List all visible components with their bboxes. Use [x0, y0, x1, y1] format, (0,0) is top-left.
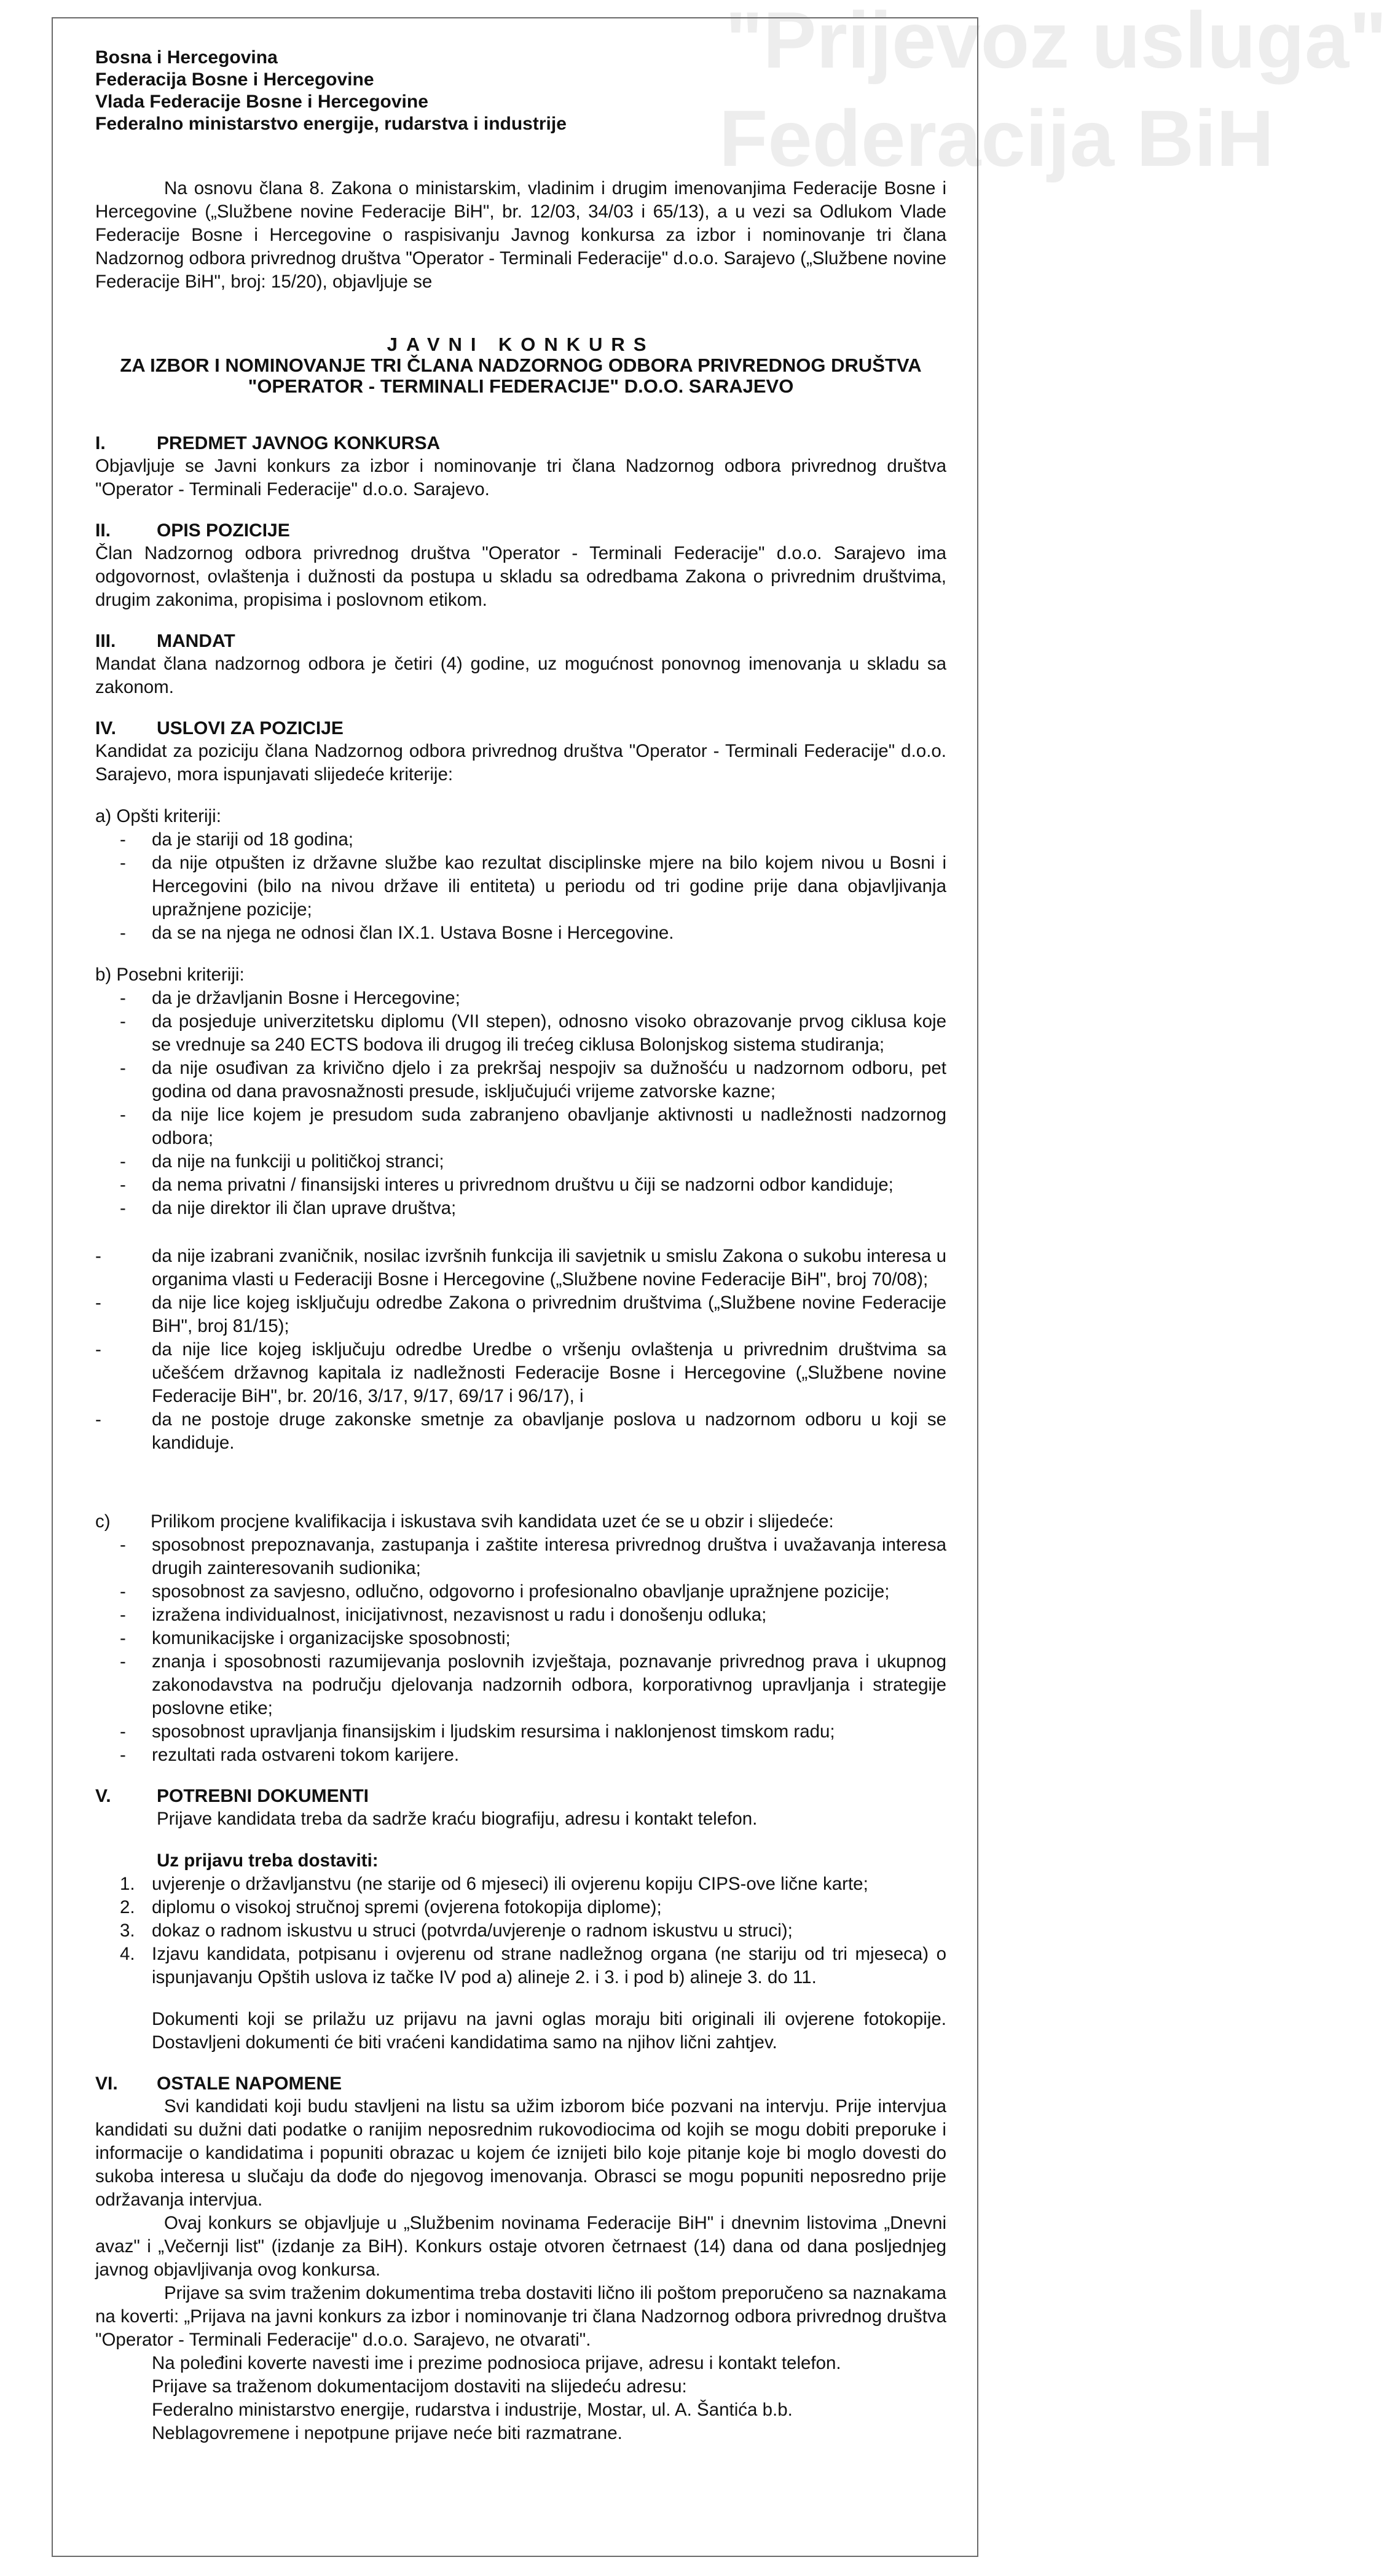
list-item: - da nema privatni / finansijski interes u privrednom društvu u čiji se nadzorni odbor kandiduje; [95, 1173, 946, 1197]
issuer-header [95, 47, 946, 135]
section-6-heading [95, 2073, 946, 2095]
section-1-title: PREDMET JAVNOG KONKURSA [157, 433, 441, 453]
list-item-text: dokaz o radnom iskustvu u struci (potvrda/uvjerenje o radnom iskustvu u struci); [152, 1920, 793, 1941]
special-criteria-label: b) Posebni kriteriji: [95, 965, 245, 985]
header-line-4: Federalno ministarstvo energije, rudarstva i industrije [95, 114, 567, 134]
general-criteria-label: a) Opšti kriteriji: [95, 806, 221, 826]
header-line-3: Vlada Federacije Bosne i Hercegovine [95, 92, 428, 112]
title-line-2: ZA IZBOR I NOMINOVANJE TRI ČLANA NADZORNOG ODBORA PRIVREDNOG DRUŠTVA [120, 354, 922, 376]
list-item-number: 4. [120, 1944, 135, 1964]
list-item-number: 3. [120, 1920, 135, 1941]
section-4 [95, 718, 946, 1767]
notice-title [95, 334, 946, 397]
list-item: - da nije izabrani zvaničnik, nosilac izvršnih funkcija ili savjetnik u smislu Zakona o sukobu interesa u organima vlasti u Federaciji Bosne i Hercegovine („Službene novine Federacije BiH", broj 70/08); [95, 1245, 946, 1291]
section-5-text: Prijave kandidata treba da sadrže kraću biografiju, adresu i kontakt telefon. [157, 1809, 758, 1829]
list-item [95, 1873, 946, 1896]
list-item-text: uvjerenje o državljanstvu (ne starije od 6 mjeseci) ili ovjerenu kopiju CIPS-ove lične karte; [152, 1874, 868, 1894]
section-3-number: III. [95, 631, 116, 651]
intro-paragraph: Na osnovu člana 8. Zakona o ministarskim, vladinim i drugim imenovanjima Federacije Bosne i Hercegovine („Službene novine Federacije BiH", br. 12/03, 34/03 i 65/13), a u vezi sa Odlukom Vlade Federacije Bosne i Hercegovine o raspisivanju Javnog konkursa za izbor i nominovanje tri člana Nadzornog odbora privrednog društva "Operator - Terminali Federacije" d.o.o. Sarajevo („Službene novine Federacije BiH", broj: 15/20), objavljuje se [95, 178, 946, 292]
list-item: - da je stariji od 18 godina; [95, 828, 946, 851]
list-item: - da nije lice kojeg isključuju odredbe Uredbe o vršenju ovlaštenja u privrednim društvima sa učešćem državnog kapitala iz nadležnosti Federacije Bosne i Hercegovine („Službene novine Federacije BiH", br. 20/16, 3/17, 9/17, 69/17 i 96/17), i [95, 1338, 946, 1408]
special-criteria-list [95, 987, 946, 1220]
notes-paragraph-3: Prijave sa svim traženim dokumentima treba dostaviti lično ili poštom preporučeno sa naznakama na koverti: „Prijava na javni konkurs za izbor i nominovanje tri člana Nadzornog odbora privrednog društva "Operator - Terminali Federacije" d.o.o. Sarajevo, ne otvarati". [95, 2283, 946, 2350]
evaluation-criteria-text: Prilikom procjene kvalifikacija i iskustava svih kandidata uzet će se u obzir i slijedeće: [151, 1511, 834, 1532]
header-line-1: Bosna i Hercegovina [95, 47, 278, 68]
section-5 [95, 1785, 946, 2054]
list-item-text: diplomu o visokoj stručnoj spremi (ovjerena fotokopija diplome); [152, 1897, 662, 1917]
section-4-title: USLOVI ZA POZICIJE [157, 718, 344, 738]
section-2 [95, 520, 946, 612]
list-item: - komunikacijske i organizacijske sposobnosti; [95, 1627, 946, 1650]
list-item-number: 1. [120, 1874, 135, 1894]
list-item: - da posjeduje univerzitetsku diplomu (VII stepen), odnosno visoko obrazovanje prvog ciklusa koje se vrednuje sa 240 ECTS bodova ili drugog ili trećeg ciklusa Bolonjskog sistema studiranja; [95, 1010, 946, 1057]
section-1-number: I. [95, 433, 106, 453]
list-item-text: Izjavu kandidata, potpisanu i ovjerenu od strane nadležnog organa (ne stariju od tri mjeseca) o ispunjavanju Opštih uslova iz tačke IV pod a) alineje 2. i 3. i pod b) alineje 3. do 11. [152, 1944, 946, 1987]
list-item: - sposobnost upravljanja finansijskim i ljudskim resursima i naklonjenost timskom radu; [95, 1720, 946, 1744]
list-item: - sposobnost za savjesno, odlučno, odgovorno i profesionalno obavljanje upražnjene pozicije; [95, 1580, 946, 1603]
evaluation-criteria-list [95, 1533, 946, 1767]
section-5-number: V. [95, 1786, 111, 1806]
bleed-through-text-2: Federacija BiH [719, 93, 1275, 183]
section-2-text: Član Nadzornog odbora privrednog društva "Operator - Terminali Federacije" d.o.o. Sarajevo ima odgovornost, ovlaštenja i dužnosti da postupa u skladu sa odredbama Zakona o privrednim društvima, drugim zakonima, propisima i poslovnom etikom. [95, 543, 946, 610]
general-criteria-list [95, 828, 946, 945]
section-6-number: VI. [95, 2073, 118, 2094]
list-item: - sposobnost prepoznavanja, zastupanja i zaštite interesa privrednog društva i uvažavanja interesa drugih zainteresovanih sudionika; [95, 1533, 946, 1580]
section-1-heading [95, 433, 946, 455]
section-6-title: OSTALE NAPOMENE [157, 2073, 342, 2094]
list-item: - da ne postoje druge zakonske smetnje za obavljanje poslova u nadzornom odboru u koji se kandiduje. [95, 1408, 946, 1455]
list-item: - rezultati rada ostvareni tokom karijere. [95, 1744, 946, 1767]
evaluation-criteria-label: c) [95, 1511, 111, 1532]
section-3-title: MANDAT [157, 631, 235, 651]
list-item: - da nije lice kojeg isključuju odredbe Zakona o privrednim društvima („Službene novine Federacije BiH", broj 81/15); [95, 1291, 946, 1338]
notes-paragraph-1: Svi kandidati koji budu stavljeni na listu sa užim izborom biće pozvani na intervju. Prije intervjua kandidati su dužni dati podatke o ranijim neposrednim rukovodiocima od kojih se mogu dobiti preporuke i informacije o kandidatima i popuniti obrazac u kojem će iznijeti bilo koje pitanje koje bi moglo dovesti do sukoba interesa u slučaju da dođe do njegovog imenovanja. Obrasci se mogu popuniti neposredno prije održavanja intervjua. [95, 2096, 946, 2210]
notes-paragraph-2: Ovaj konkurs se objavljuje u „Službenim novinama Federacije BiH" i dnevnim listovima „Dnevni avaz" i „Večernji list" (izdanje za BiH). Konkurs ostaje otvoren četrnaest (14) dana od dana posljednjeg javnog objavljivanja ovog konkursa. [95, 2213, 946, 2280]
section-2-title: OPIS POZICIJE [157, 520, 290, 541]
list-item: - da nije direktor ili član uprave društva; [95, 1197, 946, 1220]
header-line-2: Federacija Bosne i Hercegovine [95, 69, 374, 90]
notes-paragraph-7: Neblagovremene i nepotpune prijave neće biti razmatrane. [152, 2423, 623, 2443]
section-4-heading [95, 718, 946, 740]
list-item: - da je državljanin Bosne i Hercegovine; [95, 987, 946, 1010]
section-5-title: POTREBNI DOKUMENTI [157, 1786, 369, 1806]
section-5-heading [95, 1785, 946, 1807]
section-1 [95, 433, 946, 501]
list-item-number: 2. [120, 1897, 135, 1917]
section-4-text: Kandidat za poziciju člana Nadzornog odbora privrednog društva "Operator - Terminali Federacije" d.o.o. Sarajevo, mora ispunjavati slijedeće kriterije: [95, 741, 946, 785]
documents-note: Dokumenti koji se prilažu uz prijavu na javni oglas moraju biti originali ili ovjerene fotokopije. Dostavljeni dokumenti će biti vraćeni kandidatima samo na njihov lični zahtjev. [152, 2009, 946, 2053]
title-line-1: JAVNI KONKURS [387, 334, 655, 355]
section-3 [95, 630, 946, 699]
section-3-heading [95, 630, 946, 652]
section-2-number: II. [95, 520, 111, 541]
section-2-heading [95, 520, 946, 542]
list-item [95, 1896, 946, 1919]
notice-content [95, 34, 946, 2445]
required-documents-list [95, 1873, 946, 1989]
notes-paragraph-5: Prijave sa traženom dokumentacijom dostaviti na slijedeću adresu: [152, 2376, 687, 2397]
notes-paragraph-4: Na poleđini koverte navesti ime i prezime podnosioca prijave, adresu i kontakt telefon. [152, 2353, 841, 2373]
list-item [95, 1919, 946, 1943]
bleed-through-text-1: "Prijevoz usluga" [725, 0, 1387, 85]
section-3-text: Mandat člana nadzornog odbora je četiri (4) godine, uz mogućnost ponovnog imenovanja u skladu sa zakonom. [95, 654, 946, 697]
section-1-text: Objavljuje se Javni konkurs za izbor i nominovanje tri člana Nadzornog odbora privrednog društva "Operator - Terminali Federacije" d.o.o. Sarajevo. [95, 456, 946, 499]
list-item: - da nije na funkciji u političkoj stranci; [95, 1150, 946, 1173]
list-item: - znanja i sposobnosti razumijevanja poslovnih izvještaja, poznavanje privrednog prava i ukupnog zakonodavstva na području djelovanja nadzornih odbora, korporativnog upravljanja i strategije poslovne etike; [95, 1650, 946, 1720]
special-criteria-list-continued [95, 1245, 946, 1455]
list-item: - da se na njega ne odnosi član IX.1. Ustava Bosne i Hercegovine. [95, 922, 946, 945]
section-4-number: IV. [95, 718, 116, 738]
evaluation-criteria-intro [95, 1510, 946, 1533]
section-6 [95, 2073, 946, 2445]
list-item: - izražena individualnost, inicijativnost, nezavisnost u radu i donošenju odluka; [95, 1603, 946, 1627]
list-item [95, 1943, 946, 1989]
list-item: - da nije otpušten iz državne službe kao rezultat disciplinske mjere na bilo kojem nivou u Bosni i Hercegovini (bilo na nivou države ili entiteta) u periodu od tri godine prije dana objavljivanja upražnjene pozicije; [95, 851, 946, 922]
submission-address: Federalno ministarstvo energije, rudarstva i industrije, Mostar, ul. A. Šantića b.b. [152, 2400, 793, 2420]
list-item: - da nije lice kojem je presudom suda zabranjeno obavljanje aktivnosti u nadležnosti nadzornog odbora; [95, 1103, 946, 1150]
title-line-3: "OPERATOR - TERMINALI FEDERACIJE" D.O.O. SARAJEVO [248, 375, 794, 397]
required-documents-heading: Uz prijavu treba dostaviti: [157, 1850, 379, 1871]
list-item: - da nije osuđivan za krivično djelo i za prekršaj nespojiv sa dužnošću u nadzornom odboru, pet godina od dana pravosnažnosti presude, isključujući vrijeme zatvorske kazne; [95, 1057, 946, 1103]
